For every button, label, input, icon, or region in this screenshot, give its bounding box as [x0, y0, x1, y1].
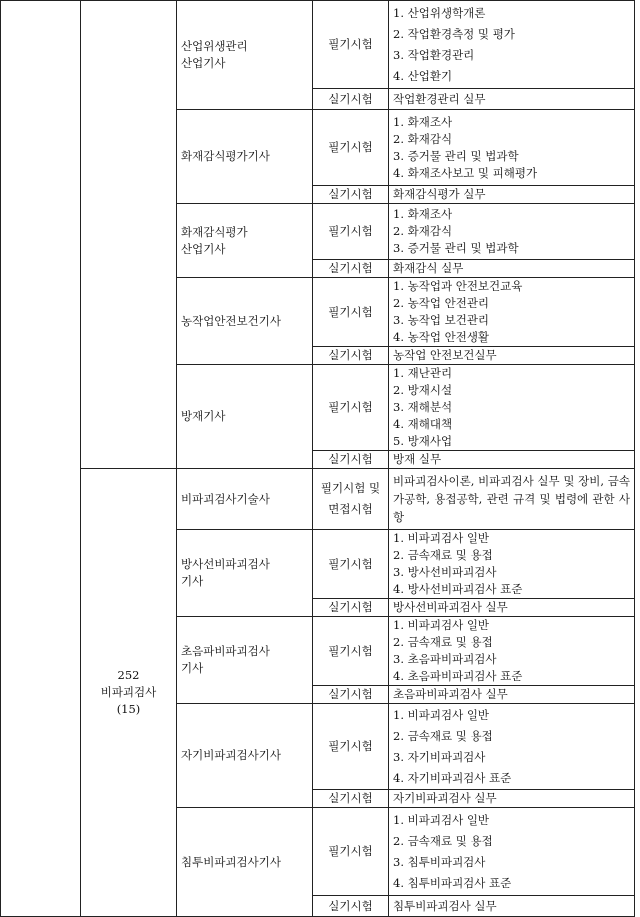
practical-subject: 초음파비파괴검사 실무: [389, 686, 635, 704]
practical-subject: 침투비파괴검사 실무: [389, 896, 635, 917]
practical-subject: 자기비파괴검사 실무: [389, 790, 635, 808]
written-exam-label: 필기시험: [313, 530, 389, 599]
written-subject-paragraph: 비파괴검사이론, 비파괴검사 실무 및 장비, 금속가공학, 용접공학, 관련 규격 및 법령에 관한 사항: [389, 469, 635, 530]
written-subject-list: 1. 농작업과 안전보건교육 2. 농작업 안전관리 3. 농작업 보건관리 4. 농작업 안전생활: [389, 278, 635, 347]
written-exam-label: 필기시험: [313, 278, 389, 347]
written-exam-label: 필기시험: [313, 704, 389, 790]
practical-exam-label: 실기시험: [313, 186, 389, 204]
written-exam-label: 필기시험: [313, 110, 389, 186]
written-exam-label: 필기시험: [313, 204, 389, 260]
practical-subject: 작업환경관리 실무: [389, 89, 635, 110]
written-exam-label: 필기시험: [313, 808, 389, 896]
category-name: 비파괴검사: [100, 685, 157, 699]
practical-subject: 방사선비파괴검사 실무: [389, 599, 635, 617]
practical-exam-label: 실기시험: [313, 599, 389, 617]
practical-subject: 방재 실무: [389, 451, 635, 469]
qualification-name: 자기비파괴검사기사: [177, 704, 313, 808]
practical-exam-label: 실기시험: [313, 790, 389, 808]
written-subject-list: 1. 비파괴검사 일반 2. 금속재료 및 용접 3. 초음파비파괴검사 4. 초음파비파괴검사 표준: [389, 617, 635, 686]
previous-category-cell: [81, 1, 177, 469]
written-exam-label: 필기시험: [313, 617, 389, 686]
qualification-name: 침투비파괴검사기사: [177, 808, 313, 917]
qualification-name: 방재기사: [177, 365, 313, 469]
written-subject-list: 1. 산업위생학개론 2. 작업환경측정 및 평가 3. 작업환경관리 4. 산업환기: [389, 1, 635, 89]
qualification-name: 화재감식평가기사: [177, 110, 313, 204]
practical-exam-label: 실기시험: [313, 347, 389, 365]
written-subject-list: 1. 재난관리 2. 방재시설 3. 재해분석 4. 재해대책 5. 방재사업: [389, 365, 635, 451]
qualification-name: 초음파비파괴검사 기사: [177, 617, 313, 704]
qualification-name: 산업위생관리 산업기사: [177, 1, 313, 110]
practical-subject: 화재감식평가 실무: [389, 186, 635, 204]
written-subject-list: 1. 비파괴검사 일반 2. 금속재료 및 용접 3. 자기비파괴검사 4. 자기비파괴검사 표준: [389, 704, 635, 790]
practical-exam-label: 실기시험: [313, 686, 389, 704]
practical-exam-label: 실기시험: [313, 896, 389, 917]
category-count: (15): [116, 702, 141, 716]
written-subject-list: 1. 화재조사 2. 화재감식 3. 증거물 관리 및 법과학: [389, 204, 635, 260]
practical-subject: 농작업 안전보건실무: [389, 347, 635, 365]
written-exam-label: 필기시험: [313, 1, 389, 89]
written-subject-list: 1. 비파괴검사 일반 2. 금속재료 및 용접 3. 방사선비파괴검사 4. 방사선비파괴검사 표준: [389, 530, 635, 599]
qualification-name: 화재감식평가 산업기사: [177, 204, 313, 278]
practical-exam-label: 실기시험: [313, 260, 389, 278]
written-exam-label: 필기시험: [313, 365, 389, 451]
category-code: 252: [117, 668, 140, 682]
qualification-name: 농작업안전보건기사: [177, 278, 313, 365]
qualification-name: 비파괴검사기술사: [177, 469, 313, 530]
practical-exam-label: 실기시험: [313, 451, 389, 469]
written-interview-exam-label: 필기시험 및 면접시험: [313, 469, 389, 530]
practical-subject: 화재감식 실무: [389, 260, 635, 278]
practical-exam-label: 실기시험: [313, 89, 389, 110]
category-cell-252: [81, 469, 177, 917]
written-subject-list: 1. 비파괴검사 일반 2. 금속재료 및 용접 3. 침투비파괴검사 4. 침투비파괴검사 표준: [389, 808, 635, 896]
qualification-name: 방사선비파괴검사 기사: [177, 530, 313, 617]
leftmost-blank-column: [1, 1, 81, 917]
written-subject-list: 1. 화재조사 2. 화재감식 3. 증거물 관리 및 법과학 4. 화재조사보고 및 피해평가: [389, 110, 635, 186]
